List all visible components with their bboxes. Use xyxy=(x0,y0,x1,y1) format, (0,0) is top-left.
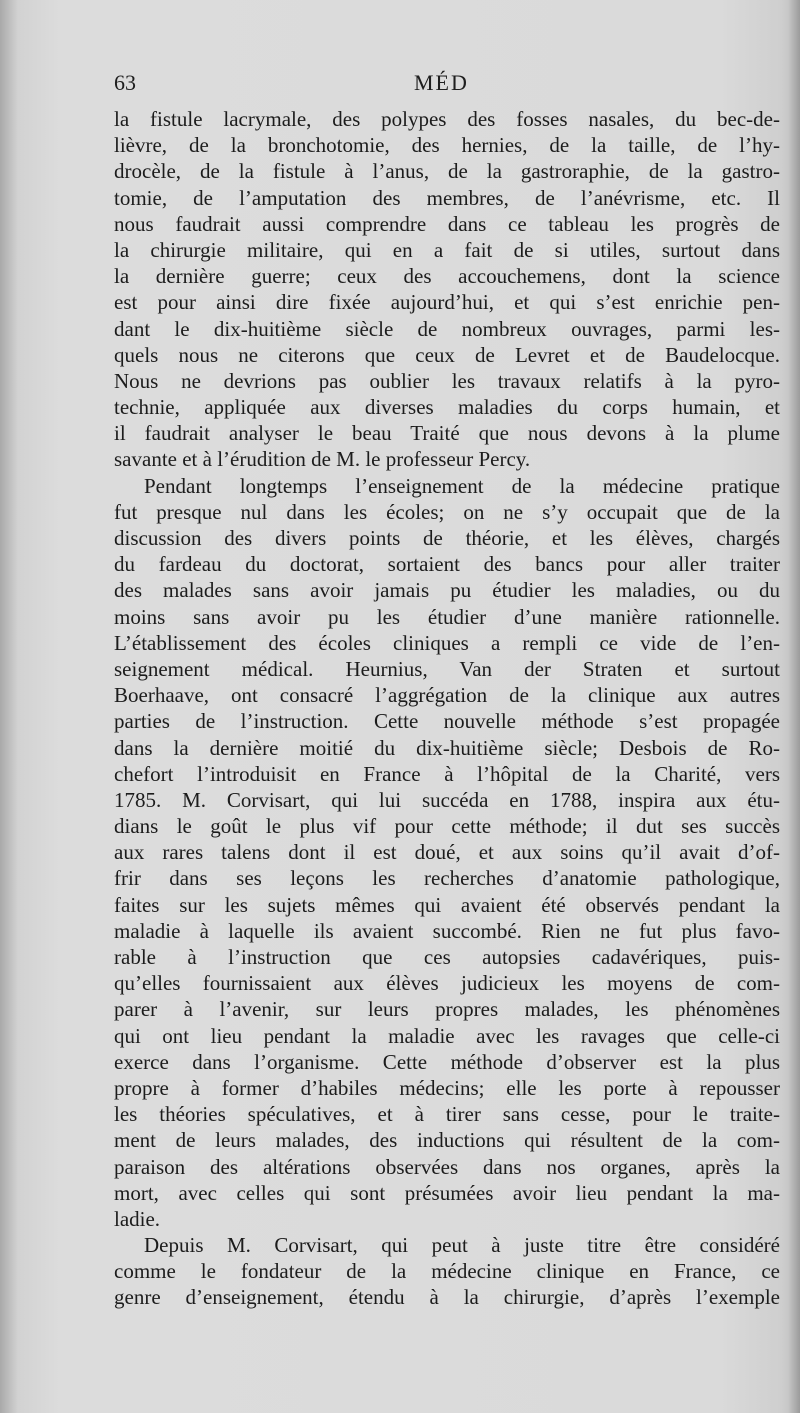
body-text xyxy=(114,106,780,1311)
text-line: qui ont lieu pendant la maladie avec les ravages que celle-ci xyxy=(114,1023,780,1048)
text-line: faites sur les sujets mêmes qui avaient été observés pendant la xyxy=(114,892,780,917)
text-line: les théories spéculatives, et à tirer sans cesse, pour le traite- xyxy=(114,1102,780,1127)
text-line: L’établissement des écoles cliniques a rempli ce vide de l’en- xyxy=(114,630,780,655)
text-line: tomie, de l’amputation des membres, de l’anévrisme, etc. Il xyxy=(114,185,780,210)
text-line: drocèle, de la fistule à l’anus, de la gastroraphie, de la gastro- xyxy=(114,159,780,184)
text-line: Pendant longtemps l’enseignement de la médecine pratique xyxy=(144,473,780,498)
text-line: quels nous ne citerons que ceux de Levret et de Baudelocque. xyxy=(114,342,780,367)
text-line: maladie à laquelle ils avaient succombé. Rien ne fut plus favo- xyxy=(114,918,780,943)
text-line: savante et à l’érudition de M. le professeur Percy. xyxy=(114,447,531,472)
text-line: moins sans avoir pu les étudier d’une manière rationnelle. xyxy=(114,604,780,629)
page-header xyxy=(114,70,780,100)
text-line: seignement médical. Heurnius, Van der Straten et surtout xyxy=(114,656,780,681)
text-line: dans la dernière moitié du dix-huitième siècle; Desbois de Ro- xyxy=(114,735,780,760)
text-line: la fistule lacrymale, des polypes des fosses nasales, du bec-de- xyxy=(114,107,780,131)
text-line: la chirurgie militaire, qui en a fait de si utiles, surtout dans xyxy=(114,237,780,262)
text-line: qu’elles fournissaient aux élèves judicieux les moyens de com- xyxy=(114,971,780,996)
page-number: 63 xyxy=(114,70,136,95)
running-head: MÉD xyxy=(414,70,469,95)
text-line: nous faudrait aussi comprendre dans ce tableau les progrès de xyxy=(114,211,780,236)
text-line: comme le fondateur de la médecine clinique en France, ce xyxy=(114,1259,780,1284)
text-line: 1785. M. Corvisart, qui lui succéda en 1788, inspira aux étu- xyxy=(114,787,780,812)
text-line: Boerhaave, ont consacré l’aggrégation de la clinique aux autres xyxy=(114,683,780,708)
text-line: Nous ne devrions pas oublier les travaux relatifs à la pyro- xyxy=(114,368,780,393)
text-line: dians le goût le plus vif pour cette méthode; il dut ses succès xyxy=(114,814,780,839)
text-line: aux rares talens dont il est doué, et aux soins qu’il avait d’of- xyxy=(114,840,780,865)
text-line: propre à former d’habiles médecins; elle les porte à repousser xyxy=(114,1075,780,1100)
text-line: mort, avec celles qui sont présumées avoir lieu pendant la ma- xyxy=(114,1180,780,1205)
text-line: parties de l’instruction. Cette nouvelle méthode s’est propagée xyxy=(114,709,780,734)
text-line: dant le dix-huitième siècle de nombreux ouvrages, parmi les- xyxy=(114,316,780,341)
text-line: ladie. xyxy=(114,1206,161,1231)
text-line: des malades sans avoir jamais pu étudier les maladies, ou du xyxy=(114,578,780,603)
text-line: la dernière guerre; ceux des accouchemens, dont la science xyxy=(114,264,780,289)
text-line: ment de leurs malades, des inductions qui résultent de la com- xyxy=(114,1128,780,1153)
text-line: Depuis M. Corvisart, qui peut à juste titre être considéré xyxy=(144,1233,780,1258)
text-line: paraison des altérations observées dans nos organes, après la xyxy=(114,1154,780,1179)
text-line: exerce dans l’organisme. Cette méthode d’observer est la plus xyxy=(114,1049,780,1074)
text-line: est pour ainsi dire fixée aujourd’hui, et qui s’est enrichie pen- xyxy=(114,290,780,315)
text-line: frir dans ses leçons les recherches d’anatomie pathologique, xyxy=(114,866,780,891)
text-line: parer à l’avenir, sur leurs propres malades, les phénomènes xyxy=(114,997,780,1022)
text-line: lièvre, de la bronchotomie, des hernies, de la taille, de l’hy- xyxy=(114,133,780,158)
text-line: technie, appliquée aux diverses maladies du corps humain, et xyxy=(114,395,780,420)
text-line: du fardeau du doctorat, sortaient des bancs pour aller traiter xyxy=(114,552,780,577)
text-line: il faudrait analyser le beau Traité que nous devons à la plume xyxy=(114,421,780,446)
text-line: rable à l’instruction que ces autopsies cadavériques, puis- xyxy=(114,945,780,969)
text-line: chefort l’introduisit en France à l’hôpital de la Charité, vers xyxy=(114,761,780,786)
text-line: discussion des divers points de théorie, et les élèves, chargés xyxy=(114,526,780,550)
text-line: fut presque nul dans les écoles; on ne s’y occupait que de la xyxy=(114,499,780,524)
page-edge-shadow xyxy=(788,0,800,1413)
text-line: genre d’enseignement, étendu à la chirurgie, d’après l’exemple xyxy=(114,1285,780,1310)
